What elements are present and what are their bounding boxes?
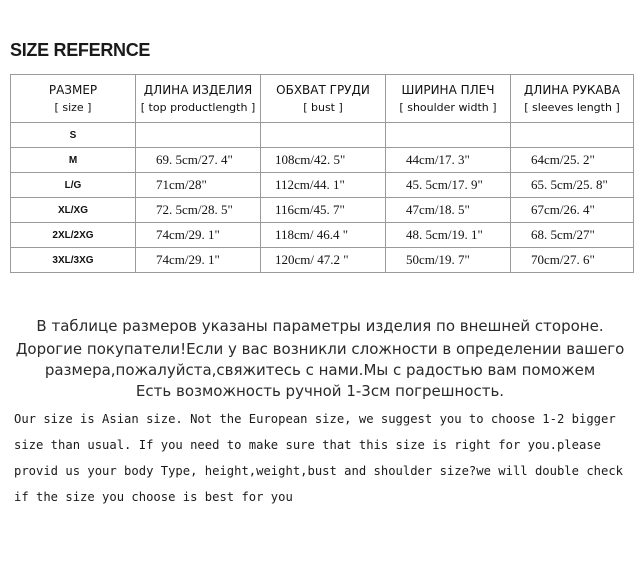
table-cell: 108cm/42. 5" (261, 148, 386, 173)
table-row (11, 248, 634, 273)
table-cell (511, 123, 634, 148)
table-row (11, 223, 634, 248)
size-label: XL/XG (11, 198, 136, 223)
table-cell: 69. 5cm/27. 4" (136, 148, 261, 173)
russian-note-line: Есть возможность ручной 1-3см погрешность. (135, 382, 505, 400)
size-label: L/G (11, 173, 136, 198)
table-row (11, 148, 634, 173)
table-cell: 47cm/18. 5" (386, 198, 511, 223)
table-cell: 65. 5cm/25. 8" (511, 173, 634, 198)
page-title: SIZE REFERNCE (10, 40, 151, 60)
table-cell: 45. 5cm/17. 9" (386, 173, 511, 198)
russian-note-line: Дорогие покупатели!Если у вас возникли сложности в определении вашего (15, 340, 625, 358)
header-shoulder: ШИРИНА ПЛЕЧ [ shoulder width ] (386, 75, 511, 123)
english-note-line: Our size is Asian size. Not the European size, we suggest you to choose 1-2 bigger (14, 412, 616, 426)
size-label: M (11, 148, 136, 173)
table-cell: 74cm/29. 1" (136, 223, 261, 248)
size-label: S (11, 123, 136, 148)
header-size: РАЗМЕР [ size ] (11, 75, 136, 123)
table-cell: 120cm/ 47.2 " (261, 248, 386, 273)
header-length: ДЛИНА ИЗДЕЛИЯ [ top productlength ] (136, 75, 261, 123)
table-cell: 72. 5cm/28. 5" (136, 198, 261, 223)
table-cell (386, 123, 511, 148)
size-label: 2XL/2XG (11, 223, 136, 248)
table-row (11, 198, 634, 223)
table-cell: 50cm/19. 7" (386, 248, 511, 273)
table-cell: 67cm/26. 4" (511, 198, 634, 223)
table-cell: 68. 5cm/27" (511, 223, 634, 248)
english-note-line: provid us your body Type, height,weight,bust and shoulder size?we will double check (14, 464, 624, 478)
table-cell: 116cm/45. 7" (261, 198, 386, 223)
table-cell: 74cm/29. 1" (136, 248, 261, 273)
russian-note-line: размера,пожалуйста,свяжитесь с нами.Мы с радостью вам поможем (44, 361, 596, 379)
table-row (11, 173, 634, 198)
table-row (11, 123, 634, 148)
table-cell: 64cm/25. 2" (511, 148, 634, 173)
table-cell: 44cm/17. 3" (386, 148, 511, 173)
size-label: 3XL/3XG (11, 248, 136, 273)
table-cell: 70cm/27. 6" (511, 248, 634, 273)
header-sleeve: ДЛИНА РУКАВА [ sleeves length ] (511, 75, 634, 123)
table-cell: 71cm/28" (136, 173, 261, 198)
russian-note-line: В таблице размеров указаны параметры изделия по внешней стороне. (36, 317, 604, 335)
table-cell: 48. 5cm/19. 1" (386, 223, 511, 248)
size-table (10, 74, 634, 273)
english-note-line: if the size you choose is best for you (14, 490, 293, 504)
table-cell: 118cm/ 46.4 " (261, 223, 386, 248)
header-bust: ОБХВАТ ГРУДИ [ bust ] (261, 75, 386, 123)
english-note-line: size than usual. If you need to make sure that this size is right for you.please (14, 438, 601, 452)
table-cell: 112cm/44. 1" (261, 173, 386, 198)
table-header-row (11, 75, 634, 123)
table-cell (136, 123, 261, 148)
table-cell (261, 123, 386, 148)
